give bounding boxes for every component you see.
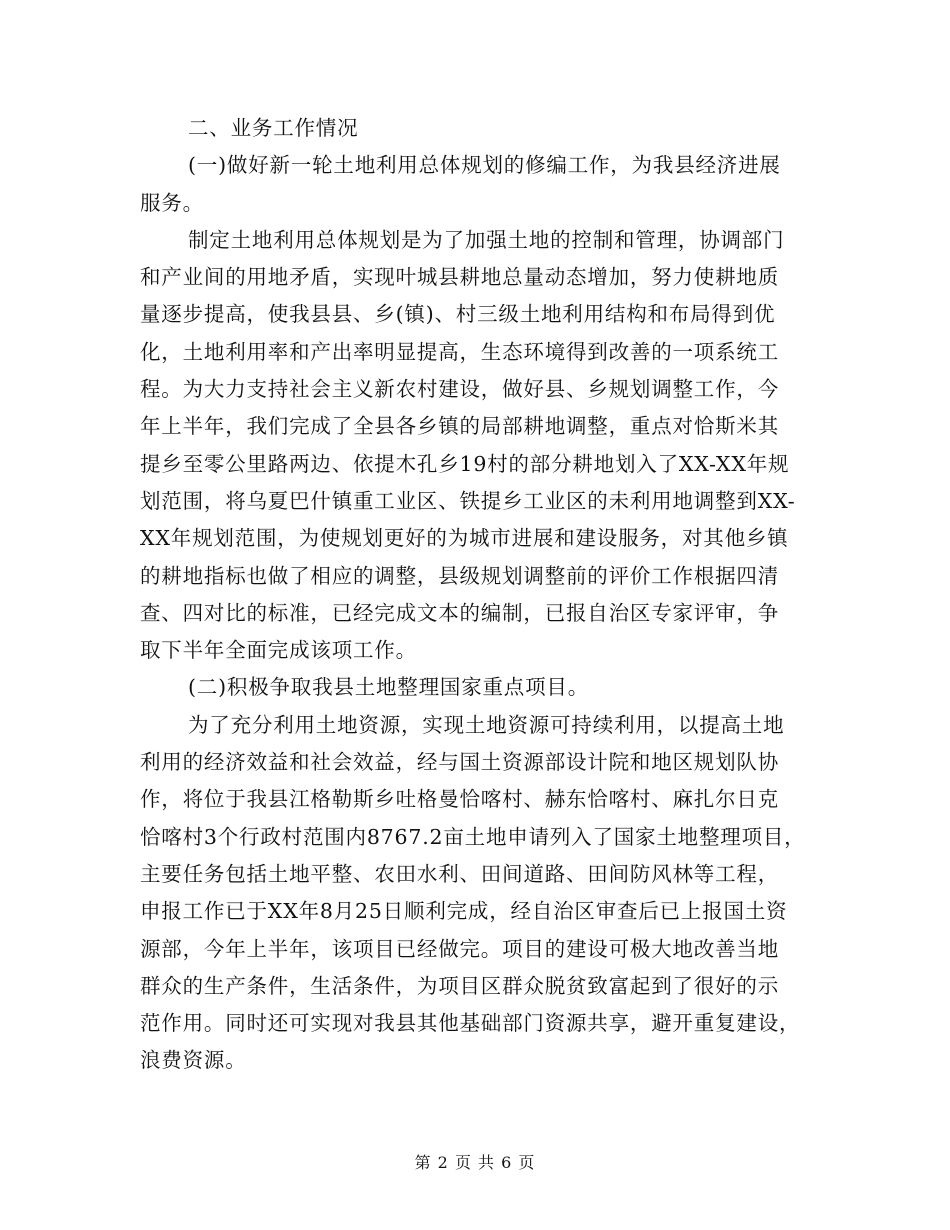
paragraph-line: 主要任务包括土地平整、农田水利、田间道路、田间防风林等工程， (140, 861, 779, 886)
paragraph-line: 申报工作已于XX年8月25日顺利完成，经自治区审查后已上报国土资 (140, 899, 788, 924)
paragraph-line: 源部，今年上半年，该项目已经做完。项目的建设可极大地改善当地 (140, 936, 779, 961)
paragraph-line: 划范围，将乌夏巴什镇重工业区、铁提乡工业区的未利用地调整到XX- (140, 488, 796, 513)
paragraph-line: 年上半年，我们完成了全县各乡镇的局部耕地调整，重点对恰斯米其 (140, 414, 779, 439)
paragraph-line: 群众的生产条件，生活条件，为项目区群众脱贫致富起到了很好的示 (140, 973, 779, 998)
paragraph-line: 取下半年全面完成该项工作。 (140, 638, 417, 663)
paragraph-line: 的耕地指标也做了相应的调整，县级规划调整前的评价工作根据四清 (140, 563, 779, 588)
paragraph-line: 查、四对比的标准，已经完成文本的编制，已报自治区专家评审，争 (140, 600, 779, 625)
section-heading: 二、业务工作情况 (188, 116, 359, 140)
paragraph-line: 浪费资源。 (140, 1048, 247, 1073)
document-body (140, 110, 806, 1080)
page-number-footer: 第 2 页 共 6 页 (414, 1153, 536, 1172)
paragraph-line: 范作用。同时还可实现对我县其他基础部门资源共享，避开重复建设， (140, 1011, 801, 1036)
paragraph-line: 恰喀村3个行政村范围内8767.2亩土地申请列入了国家土地整理项目， (140, 824, 806, 849)
paragraph-line: 和产业间的用地矛盾，实现叶城县耕地总量动态增加，努力使耕地质 (140, 265, 779, 290)
subsection-heading-2: (二)积极争取我县土地整理国家重点项目。 (188, 675, 589, 700)
subsection-heading-1-cont: 服务。 (140, 190, 204, 215)
paragraph-line: 量逐步提高，使我县县、乡(镇)、村三级土地利用结构和布局得到优 (140, 302, 776, 327)
paragraph-line: 作，将位于我县江格勒斯乡吐格曼恰喀村、赫东恰喀村、麻扎尔日克 (140, 787, 779, 812)
paragraph-line: 为了充分利用土地资源，实现土地资源可持续利用，以提高土地 (188, 712, 785, 737)
subsection-heading-1: (一)做好新一轮土地利用总体规划的修编工作，为我县经济进展 (188, 153, 781, 178)
paragraph-line: 提乡至零公里路两边、依提木孔乡19村的部分耕地划入了XX-XX年规 (140, 451, 790, 476)
paragraph-line: 利用的经济效益和社会效益，经与国土资源部设计院和地区规划队协 (140, 750, 779, 775)
paragraph-line: 化，土地利用率和产出率明显提高，生态环境得到改善的一项系统工 (140, 339, 779, 364)
paragraph-line: 制定土地利用总体规划是为了加强土地的控制和管理，协调部门 (188, 227, 785, 252)
paragraph-line: XX年规划范围，为使规划更好的为城市进展和建设服务，对其他乡镇 (140, 526, 789, 551)
paragraph-line: 程。为大力支持社会主义新农村建设，做好县、乡规划调整工作，今 (140, 377, 779, 402)
